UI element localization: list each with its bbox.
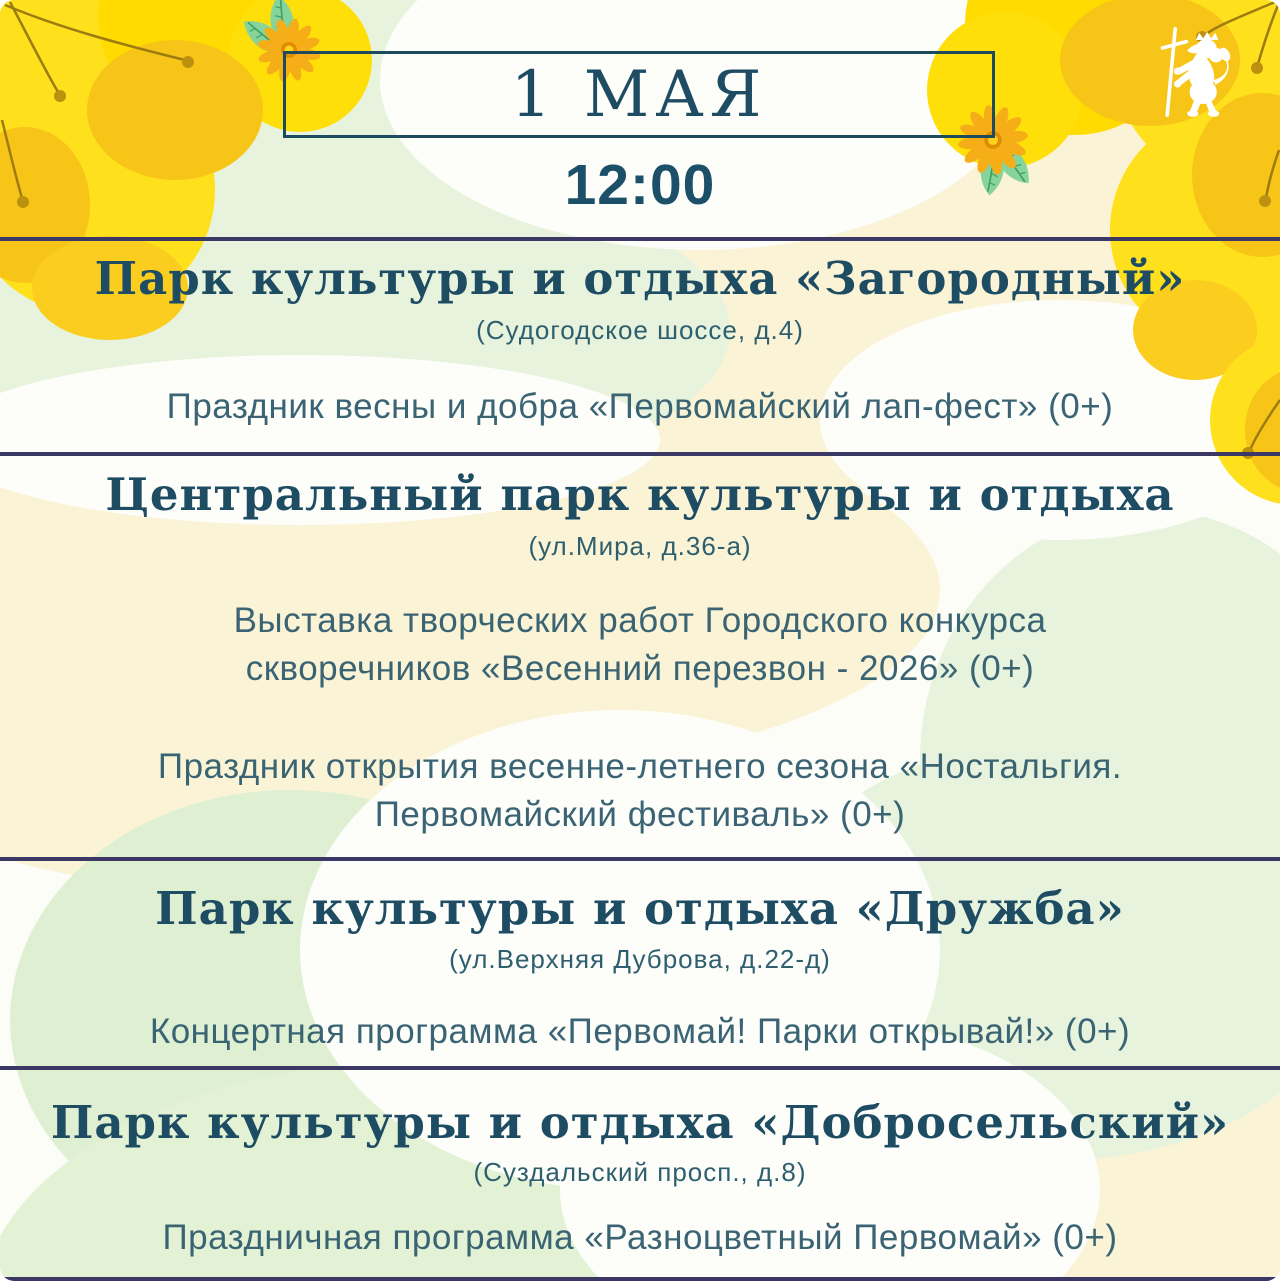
- divider: [0, 1277, 1280, 1281]
- divider: [0, 857, 1280, 861]
- venue-heading: Центральный парк культуры и отдыха: [105, 468, 1175, 521]
- event-text: Выставка творческих работ Городского конкурса скворечников «Весенний перезвон - 2026» (0+): [233, 601, 1047, 688]
- venue-address: (Суздальский просп., д.8): [473, 1157, 807, 1187]
- venue-heading: Парк культуры и отдыха «Добросельский»: [50, 1096, 1230, 1149]
- venue-heading: Парк культуры и отдыха «Дружба»: [155, 882, 1125, 935]
- event-description: Концертная программа «Первомай! Парки открывай!» (0+): [149, 1012, 1131, 1051]
- time-label: 12:00: [564, 153, 716, 217]
- venue-address: (ул.Мира, д.36-а): [528, 531, 752, 561]
- date-box: [283, 51, 995, 138]
- event-description: [0, 743, 1280, 839]
- divider: [0, 237, 1280, 241]
- venue-address: (Судогодское шоссе, д.4): [476, 315, 804, 345]
- divider: [0, 452, 1280, 456]
- event-description: Праздничная программа «Разноцветный Первомай» (0+): [162, 1218, 1118, 1257]
- event-description: Праздник весны и добра «Первомайский лап-фест» (0+): [166, 387, 1114, 426]
- event-text: Праздник открытия весенне-летнего сезона «Ностальгия. Первомайский фестиваль» (0+): [157, 747, 1123, 834]
- event-description: [0, 597, 1280, 693]
- venue-heading: Парк культуры и отдыха «Загородный»: [94, 252, 1186, 305]
- divider: [0, 1066, 1280, 1070]
- venue-address: (ул.Верхняя Дуброва, д.22-д): [449, 944, 831, 974]
- date-title: 1 МАЯ: [510, 57, 768, 132]
